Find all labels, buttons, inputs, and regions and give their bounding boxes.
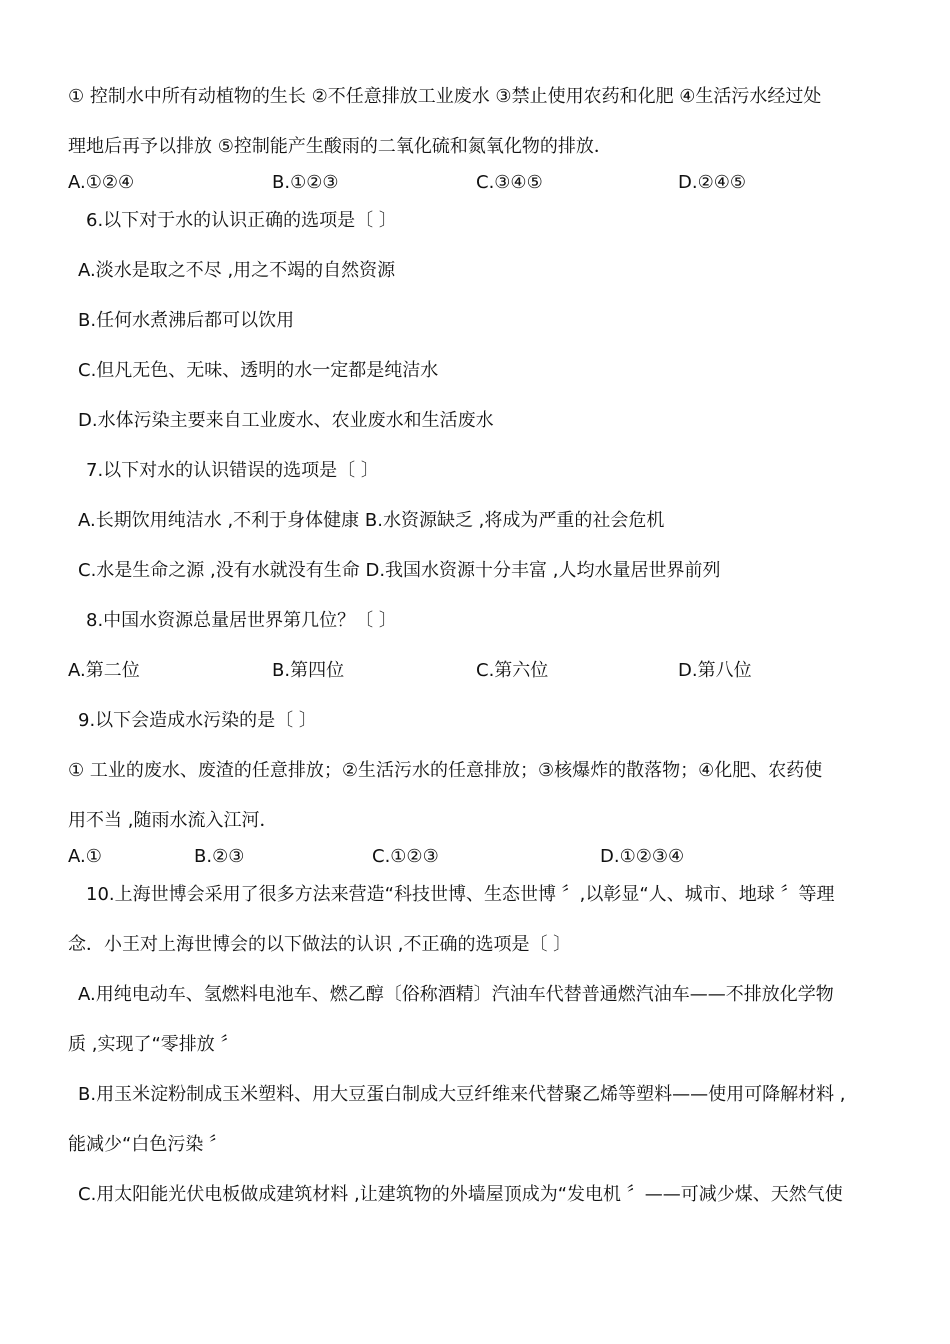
- q10-option-b-line1: B.用玉米淀粉制成玉米塑料、用大豆蛋白制成大豆纤维来代替聚乙烯等塑料——使用可降解材料 ,: [78, 1084, 846, 1105]
- q8-option-a: A.第二位: [68, 660, 140, 681]
- q9-option-b: B.②③: [194, 846, 245, 867]
- q5-option-b: B.①②③: [272, 172, 339, 193]
- q9-statement-line2: 用不当 ,随雨水流入江河．: [68, 810, 278, 831]
- q9-statement-line1: ① 工业的废水、废渣的任意排放；②生活污水的任意排放；③核爆炸的散落物；④化肥、农药使: [68, 760, 823, 781]
- q9-stem: 9.以下会造成水污染的是〔 〕: [78, 710, 317, 731]
- q5-option-c: C.③④⑤: [476, 172, 543, 193]
- q6-stem: 6.以下对于水的认识正确的选项是〔 〕: [86, 210, 397, 231]
- q10-option-b-line2: 能减少“白色污染 〞: [68, 1134, 228, 1155]
- q8-option-c: C.第六位: [476, 660, 549, 681]
- q10-stem-line1: 10.上海世博会采用了很多方法来营造“科技世博、生态世博 〞,以彰显“人、城市、地球 〞等理: [86, 884, 835, 905]
- q10-stem-line2: 念．小王对上海世博会的以下做法的认识 ,不正确的选项是〔 〕: [68, 934, 572, 955]
- q6-option-c: C.但凡无色、无味、透明的水一定都是纯洁水: [78, 360, 439, 381]
- q7-options-line1: A.长期饮用纯洁水 ,不利于身体健康 B.水资源缺乏 ,将成为严重的社会危机: [78, 510, 665, 531]
- q5-option-a: A.①②④: [68, 172, 135, 193]
- q6-option-a: A.淡水是取之不尽 ,用之不竭的自然资源: [78, 260, 396, 281]
- q5-statement-line1: ① 控制水中所有动植物的生长 ②不任意排放工业废水 ③禁止使用农药和化肥 ④生活污水经过处: [68, 86, 822, 107]
- q6-option-b: B.任何水煮沸后都可以饮用: [78, 310, 295, 331]
- q7-stem: 7.以下对水的认识错误的选项是〔 〕: [86, 460, 379, 481]
- q5-option-d: D.②④⑤: [678, 172, 746, 193]
- q8-option-d: D.第八位: [678, 660, 752, 681]
- q8-option-b: B.第四位: [272, 660, 345, 681]
- q6-option-d: D.水体污染主要来自工业废水、农业废水和生活废水: [78, 410, 494, 431]
- q5-statement-line2: 理地后再予以排放 ⑤控制能产生酸雨的二氧化硫和氮氧化物的排放．: [68, 136, 612, 157]
- q8-stem: 8.中国水资源总量居世界第几位？〔 〕: [86, 610, 397, 631]
- q9-option-a: A.①: [68, 846, 102, 867]
- q10-option-c-line1: C.用太阳能光伏电板做成建筑材料 ,让建筑物的外墙屋顶成为“发电机 〞——可减少煤、天然气使: [78, 1184, 843, 1205]
- q10-option-a-line2: 质 ,实现了“零排放 〞: [68, 1034, 239, 1055]
- q7-options-line2: C.水是生命之源 ,没有水就没有生命 D.我国水资源十分丰富 ,人均水量居世界前列: [78, 560, 721, 581]
- q9-option-c: C.①②③: [372, 846, 439, 867]
- q9-option-d: D.①②③④: [600, 846, 685, 867]
- q10-option-a-line1: A.用纯电动车、氢燃料电池车、燃乙醇〔俗称酒精〕汽油车代替普通燃汽油车——不排放化学物: [78, 984, 834, 1005]
